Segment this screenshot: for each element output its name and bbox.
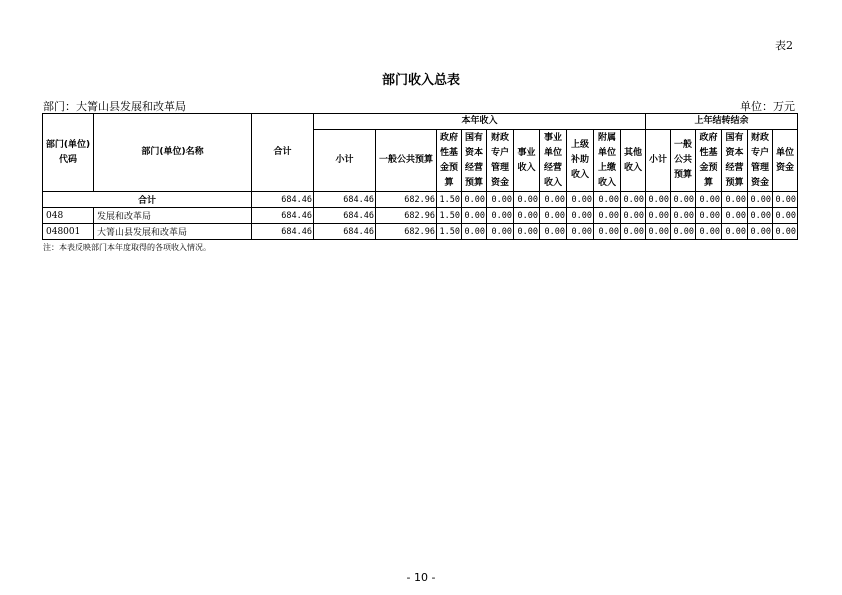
income-summary-table — [42, 113, 798, 240]
footnote: 注：本表反映部门本年度取得的各项收入情况。 — [43, 243, 211, 252]
cell-value: 0.00 — [696, 224, 722, 240]
cell-value: 0.00 — [462, 192, 487, 208]
cell-value: 0.00 — [540, 208, 567, 224]
cell-value: 0.00 — [487, 224, 514, 240]
cell-value: 684.46 — [252, 224, 314, 240]
col-header-cy-subtotal: 小计 — [314, 130, 376, 192]
cell-value: 684.46 — [314, 224, 376, 240]
col-header-py-general-budget: 一般公共预算 — [671, 130, 696, 192]
col-header-py-gov-fund: 政府性基金预算 — [696, 130, 722, 192]
cell-value: 0.00 — [773, 208, 798, 224]
cell-value: 0.00 — [748, 224, 773, 240]
cell-value: 0.00 — [487, 208, 514, 224]
cell-value: 0.00 — [722, 224, 748, 240]
cell-value: 0.00 — [748, 208, 773, 224]
cell-value: 0.00 — [567, 208, 594, 224]
cell-value: 0.00 — [594, 208, 621, 224]
table-number: 表2 — [775, 39, 793, 52]
cell-value: 0.00 — [722, 192, 748, 208]
cell-value: 0.00 — [696, 192, 722, 208]
cell-value: 682.96 — [376, 192, 437, 208]
cell-value: 684.46 — [252, 192, 314, 208]
cell-value: 682.96 — [376, 224, 437, 240]
group-header-prev-year: 上年结转结余 — [646, 114, 798, 130]
col-header-py-subtotal: 小计 — [646, 130, 671, 192]
cell-value: 0.00 — [748, 192, 773, 208]
cell-value: 0.00 — [671, 224, 696, 240]
cell-value: 684.46 — [314, 208, 376, 224]
group-header-current-year: 本年收入 — [314, 114, 646, 130]
cell-value: 0.00 — [540, 192, 567, 208]
table-row — [43, 208, 798, 224]
row-code: 048001 — [43, 224, 94, 240]
cell-value: 1.50 — [437, 192, 462, 208]
cell-value: 0.00 — [671, 192, 696, 208]
col-header-cy-other: 其他收入 — [621, 130, 646, 192]
cell-value: 0.00 — [722, 208, 748, 224]
cell-value: 0.00 — [594, 224, 621, 240]
table-row — [43, 224, 798, 240]
cell-value: 0.00 — [773, 192, 798, 208]
cell-value: 0.00 — [540, 224, 567, 240]
col-header-cy-special-account: 财政专户管理资金 — [487, 130, 514, 192]
cell-value: 0.00 — [646, 208, 671, 224]
cell-value: 0.00 — [773, 224, 798, 240]
cell-value: 684.46 — [314, 192, 376, 208]
header-row-1 — [43, 114, 798, 130]
row-code: 048 — [43, 208, 94, 224]
cell-value: 0.00 — [567, 224, 594, 240]
cell-value: 0.00 — [696, 208, 722, 224]
col-header-cy-state-capital: 国有资本经营预算 — [462, 130, 487, 192]
cell-value: 0.00 — [462, 208, 487, 224]
cell-value: 0.00 — [514, 192, 540, 208]
cell-value: 684.46 — [252, 208, 314, 224]
cell-value: 0.00 — [646, 224, 671, 240]
col-header-cy-affiliate: 附属单位上缴收入 — [594, 130, 621, 192]
cell-value: 1.50 — [437, 224, 462, 240]
table-row-total — [43, 192, 798, 208]
cell-value: 0.00 — [462, 224, 487, 240]
cell-value: 682.96 — [376, 208, 437, 224]
col-header-cy-operating-income: 事业单位经营收入 — [540, 130, 567, 192]
cell-value: 0.00 — [514, 208, 540, 224]
col-header-cy-gov-fund: 政府性基金预算 — [437, 130, 462, 192]
cell-value: 0.00 — [671, 208, 696, 224]
col-header-total: 合计 — [252, 114, 314, 192]
unit-label: 单位：万元 — [740, 100, 795, 113]
cell-value: 0.00 — [514, 224, 540, 240]
cell-value: 0.00 — [621, 224, 646, 240]
col-header-py-state-capital: 国有资本经营预算 — [722, 130, 748, 192]
col-header-py-unit-funds: 单位资金 — [773, 130, 798, 192]
total-label: 合计 — [43, 192, 252, 208]
col-header-name: 部门(单位)名称 — [94, 114, 252, 192]
department-label: 部门：大箐山县发展和改革局 — [43, 100, 186, 113]
row-name: 大箐山县发展和改革局 — [94, 224, 252, 240]
col-header-code: 部门(单位)代码 — [43, 114, 94, 192]
cell-value: 0.00 — [594, 192, 621, 208]
cell-value: 0.00 — [487, 192, 514, 208]
cell-value: 0.00 — [646, 192, 671, 208]
col-header-cy-business-income: 事业收入 — [514, 130, 540, 192]
col-header-py-special-account: 财政专户管理资金 — [748, 130, 773, 192]
row-name: 发展和改革局 — [94, 208, 252, 224]
page-number: - 10 - — [406, 571, 436, 584]
cell-value: 1.50 — [437, 208, 462, 224]
col-header-cy-general-budget: 一般公共预算 — [376, 130, 437, 192]
cell-value: 0.00 — [621, 192, 646, 208]
cell-value: 0.00 — [621, 208, 646, 224]
col-header-cy-subsidy: 上级补助收入 — [567, 130, 594, 192]
page-title: 部门收入总表 — [381, 73, 460, 88]
cell-value: 0.00 — [567, 192, 594, 208]
